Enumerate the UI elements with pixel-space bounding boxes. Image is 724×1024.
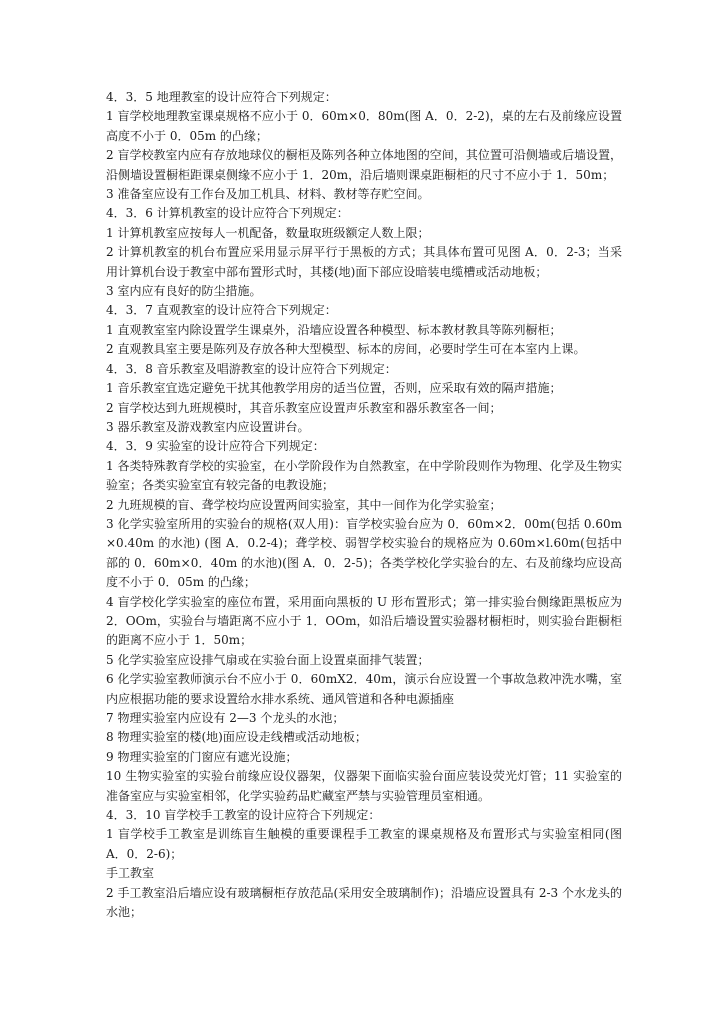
clause-item: 1 盲学校手工教室是训练盲生触模的重要课程手工教室的课桌规格及布置形式与实验室相同(图 A．0．2-6)； <box>106 827 622 861</box>
clause-heading: 4．3．8 音乐教室及唱游教室的设计应符合下列规定： <box>106 361 397 376</box>
clause-item: 2 计算机教室的机台布置应采用显示屏平行于黑板的方式；其具体布置可见图 A．0．2-3；当采用计算机台设于教室中部布置形式时，其楼(地)面下部应设暗装电缆槽或活动地板； <box>106 245 622 279</box>
clause-item: 4 盲学校化学实验室的座位布置，采用面向黑板的 U 形布置形式；第一排实验台侧缘距黑板应为 2．OOm，实验台与墙距离不应小于 1．OOm，如沿后墙设置实验器材橱柜时，则实验台距橱柜的距离不应小于 1．50m； <box>106 594 622 648</box>
document-body <box>106 88 622 922</box>
clause-item: 1 盲学校地理教室课桌规格不应小于 0．60m×0．80m(图 A．0．2-2)，桌的左右及前缘应设置高度不小于 0．05m 的凸缘； <box>106 109 622 143</box>
clause-item: 5 化学实验室应设排气扇或在实验台面上设置桌面排气装置； <box>106 652 430 667</box>
clause-item: 3 准备室应设有工作台及加工机具、材料、教材等存贮空间。 <box>106 187 430 202</box>
section-label: 手工教室 <box>106 866 155 881</box>
clause-heading: 4．3．10 盲学校手工教室的设计应符合下列规定： <box>106 808 381 823</box>
clause-item: 2 手工教室沿后墙应设有玻璃橱柜存放范品(采用安全玻璃制作)；沿墙应设置具有 2-3 个水龙头的水池； <box>106 885 622 920</box>
clause-item: 3 器乐教室及游戏教室内应设置讲台。 <box>106 419 310 434</box>
clause-item: 2 九班规模的盲、聋学校均应设置两间实验室，其中一间作为化学实验室； <box>106 497 502 512</box>
clause-item: 3 化学实验室所用的实验台的规格(双人用)：盲学校实验台应为 0．60m×2．00m(包括 0.60m×0.40m 的水池) (图 A．0.2-4)；聋学校、弱智学校实验台的规格应为 0.60m×l.60m(包括中部的 0．60m×0．40m 的水池)(图 A．0．2-5)；各类学校化学实验台的左、右及前缘均应设高度不小于 0．05m 的凸缘； <box>106 516 622 590</box>
clause-heading: 4．3．6 计算机教室的设计应符合下列规定： <box>106 206 349 221</box>
clause-heading: 4．3．5 地理教室的设计应符合下列规定： <box>106 90 337 104</box>
clause-item: 7 物理实验室内应设有 2—3 个龙头的水池； <box>106 711 345 725</box>
clause-item: 8 物理实验室的楼(地)面应设走线槽或活动地板； <box>106 730 367 745</box>
clause-item: 3 室内应有良好的防尘措施。 <box>106 284 262 299</box>
clause-item: 1 直观教室室内除设置学生课桌外，沿墙应设置各种模型、标本教材教具等陈列橱柜； <box>106 322 562 337</box>
clause-item: 10 生物实验室的实验台前缘应设仪器架，仪器架下面临实验台面应装设荧光灯管；11 实验室的准备室应与实验室相邻，化学实验药品贮藏室严禁与实验管理员室相通。 <box>106 769 622 803</box>
clause-item: 6 化学实验室教师演示台不应小于 0．60mX2．40m，演示台应设置一个事故急救冲洗水嘴，室内应根据功能的要求设置给水排水系统、通风管道和各种电源插座 <box>106 672 622 706</box>
clause-item: 2 盲学校教室内应有存放地球仪的橱柜及陈列各种立体地图的空间，其位置可沿侧墙或后墙设置，沿侧墙设置橱柜距课桌侧缘不应小于 1．20m，沿后墙则课桌距橱柜的尺寸不应小于 1．50m； <box>106 148 622 182</box>
clause-heading: 4．3．9 实验室的设计应符合下列规定： <box>106 439 325 454</box>
clause-item: 1 各类特殊教育学校的实验室，在小学阶段作为自然教室，在中学阶段则作为物理、化学及生物实验室；各类实验室宜有较完备的电教设施； <box>106 458 622 493</box>
clause-item: 2 直观教具室主要是陈列及存放各种大型模型、标本的房间，必要时学生可在本室内上课。 <box>106 342 586 357</box>
clause-item: 1 音乐教室宜选定避免干扰其他教学用房的适当位置，否则，应采取有效的隔声措施； <box>106 381 562 396</box>
clause-item: 9 物理实验室的门窗应有遮光设施； <box>106 749 298 764</box>
clause-item: 1 计算机教室应按每人一机配备，数量取班级额定人数上限； <box>106 225 430 240</box>
clause-heading: 4．3．7 直观教室的设计应符合下列规定： <box>106 303 337 318</box>
clause-item: 2 盲学校达到九班规模时，其音乐教室应设置声乐教室和器乐教室各一间； <box>106 400 502 415</box>
